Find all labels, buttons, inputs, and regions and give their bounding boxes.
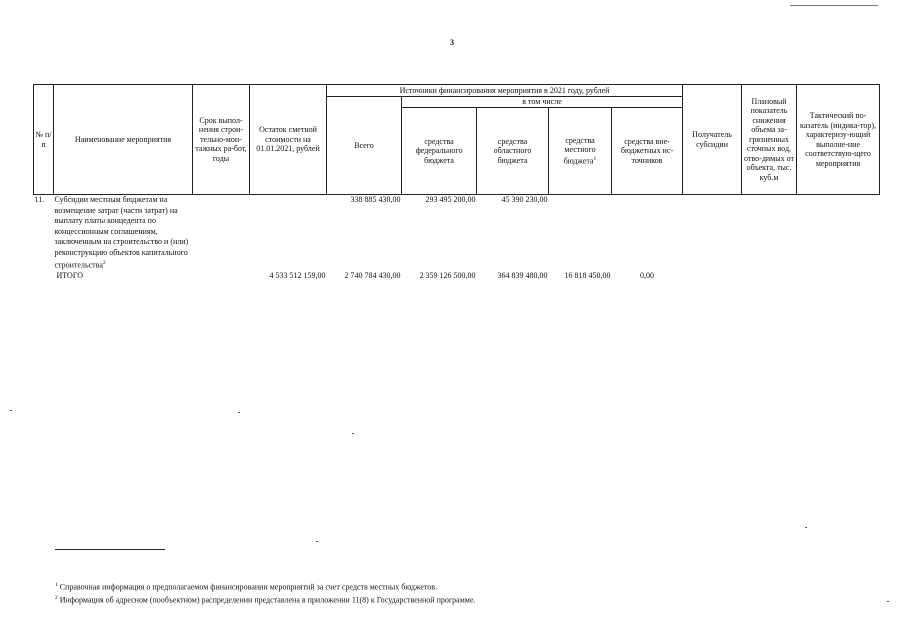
footnote-ref-2: 2 bbox=[102, 260, 106, 266]
header-remaining: Остаток сметной стоимости на 01.01.2021, рублей bbox=[250, 85, 327, 195]
row-local bbox=[549, 195, 612, 272]
footnote-1-text: Справочная информация о предполагаемом финансировании мероприятий за счет средств местных бюджетов. bbox=[59, 582, 438, 592]
financing-table bbox=[33, 84, 880, 281]
row-offbudget bbox=[612, 195, 683, 272]
header-no: № п/п bbox=[34, 85, 54, 195]
scan-speck bbox=[10, 410, 12, 411]
header-sources-group: Источники финансирования мероприятия в 2021 году, рублей bbox=[327, 85, 683, 97]
page-number: 3 bbox=[450, 38, 454, 47]
total-local: 16 818 450,00 bbox=[564, 271, 611, 281]
row-regional: 45 390 230,00 bbox=[501, 195, 548, 204]
total-regional: 364 839 480,00 bbox=[497, 271, 548, 281]
header-regional: средства областного бюджета bbox=[477, 108, 549, 195]
header-total: Всего bbox=[327, 97, 402, 195]
footnotes bbox=[55, 580, 475, 605]
total-federal: 2 359 126 500,00 bbox=[419, 271, 476, 281]
footnote-2-text: Информация об адресном (пообъектном) распределении представлена в приложении 11(8) к Государственной программе. bbox=[59, 595, 476, 605]
header-local bbox=[549, 108, 612, 195]
header-recipient: Получатель субсидии bbox=[683, 85, 742, 195]
header-tactical: Тактический по-казатель (индика-тор), характеризу-ющий выполне-ние соответствую-щего мероприятия bbox=[797, 85, 880, 195]
row-remaining bbox=[250, 195, 327, 272]
footnote-2-mark: 2 bbox=[55, 594, 58, 601]
scan-speck bbox=[316, 541, 318, 542]
header-federal: средства федерального бюджета bbox=[402, 108, 477, 195]
total-offbudget: 0,00 bbox=[640, 271, 655, 281]
scan-speck bbox=[805, 527, 807, 528]
footnote-ref-1: 1 bbox=[593, 155, 597, 162]
row-federal: 293 495 200,00 bbox=[425, 195, 476, 204]
scan-speck bbox=[238, 412, 240, 413]
total-total: 2 740 784 430,00 bbox=[344, 271, 401, 281]
row-total: 338 885 430,00 bbox=[350, 195, 401, 204]
total-label: ИТОГО bbox=[56, 271, 84, 281]
header-planned: Плановый показатель снижения объема за-грязненных сточных вод, отво-димых от объекта, тыс. куб.м bbox=[742, 85, 797, 195]
row-number: 11. bbox=[34, 195, 45, 204]
footnote-1-mark: 1 bbox=[55, 582, 58, 588]
footnote-1 bbox=[55, 580, 475, 593]
table-row bbox=[34, 195, 880, 272]
row-term bbox=[193, 195, 250, 272]
header-term: Срок выпол-нения строи-тельно-мон-тажных ра-бот, годы bbox=[193, 85, 250, 195]
total-row bbox=[34, 271, 880, 281]
header-offbudget: средства вне-бюджетных ис-точников bbox=[612, 108, 683, 195]
row-tactical bbox=[797, 195, 880, 272]
row-recipient bbox=[683, 195, 742, 272]
header-including-group: в том числе bbox=[402, 97, 683, 108]
row-planned bbox=[742, 195, 797, 272]
scan-speck bbox=[887, 601, 889, 602]
total-remaining: 4 533 512 159,00 bbox=[269, 271, 326, 281]
row-name-text: Субсидии местным бюджетам на возмещение затрат (части затрат) на выплату платы концедента по концессионным соглашениям, заключенным на строительство и (или) реконструкцию объектов капитального строительства bbox=[54, 195, 189, 270]
footnote-2 bbox=[55, 593, 475, 606]
scan-speck bbox=[352, 433, 354, 434]
header-name: Наименование мероприятия bbox=[54, 85, 193, 195]
row-name bbox=[54, 195, 193, 272]
footnote-separator bbox=[55, 549, 165, 550]
header-local-text: средства местного бюджета bbox=[563, 135, 596, 166]
top-rule bbox=[790, 5, 878, 6]
